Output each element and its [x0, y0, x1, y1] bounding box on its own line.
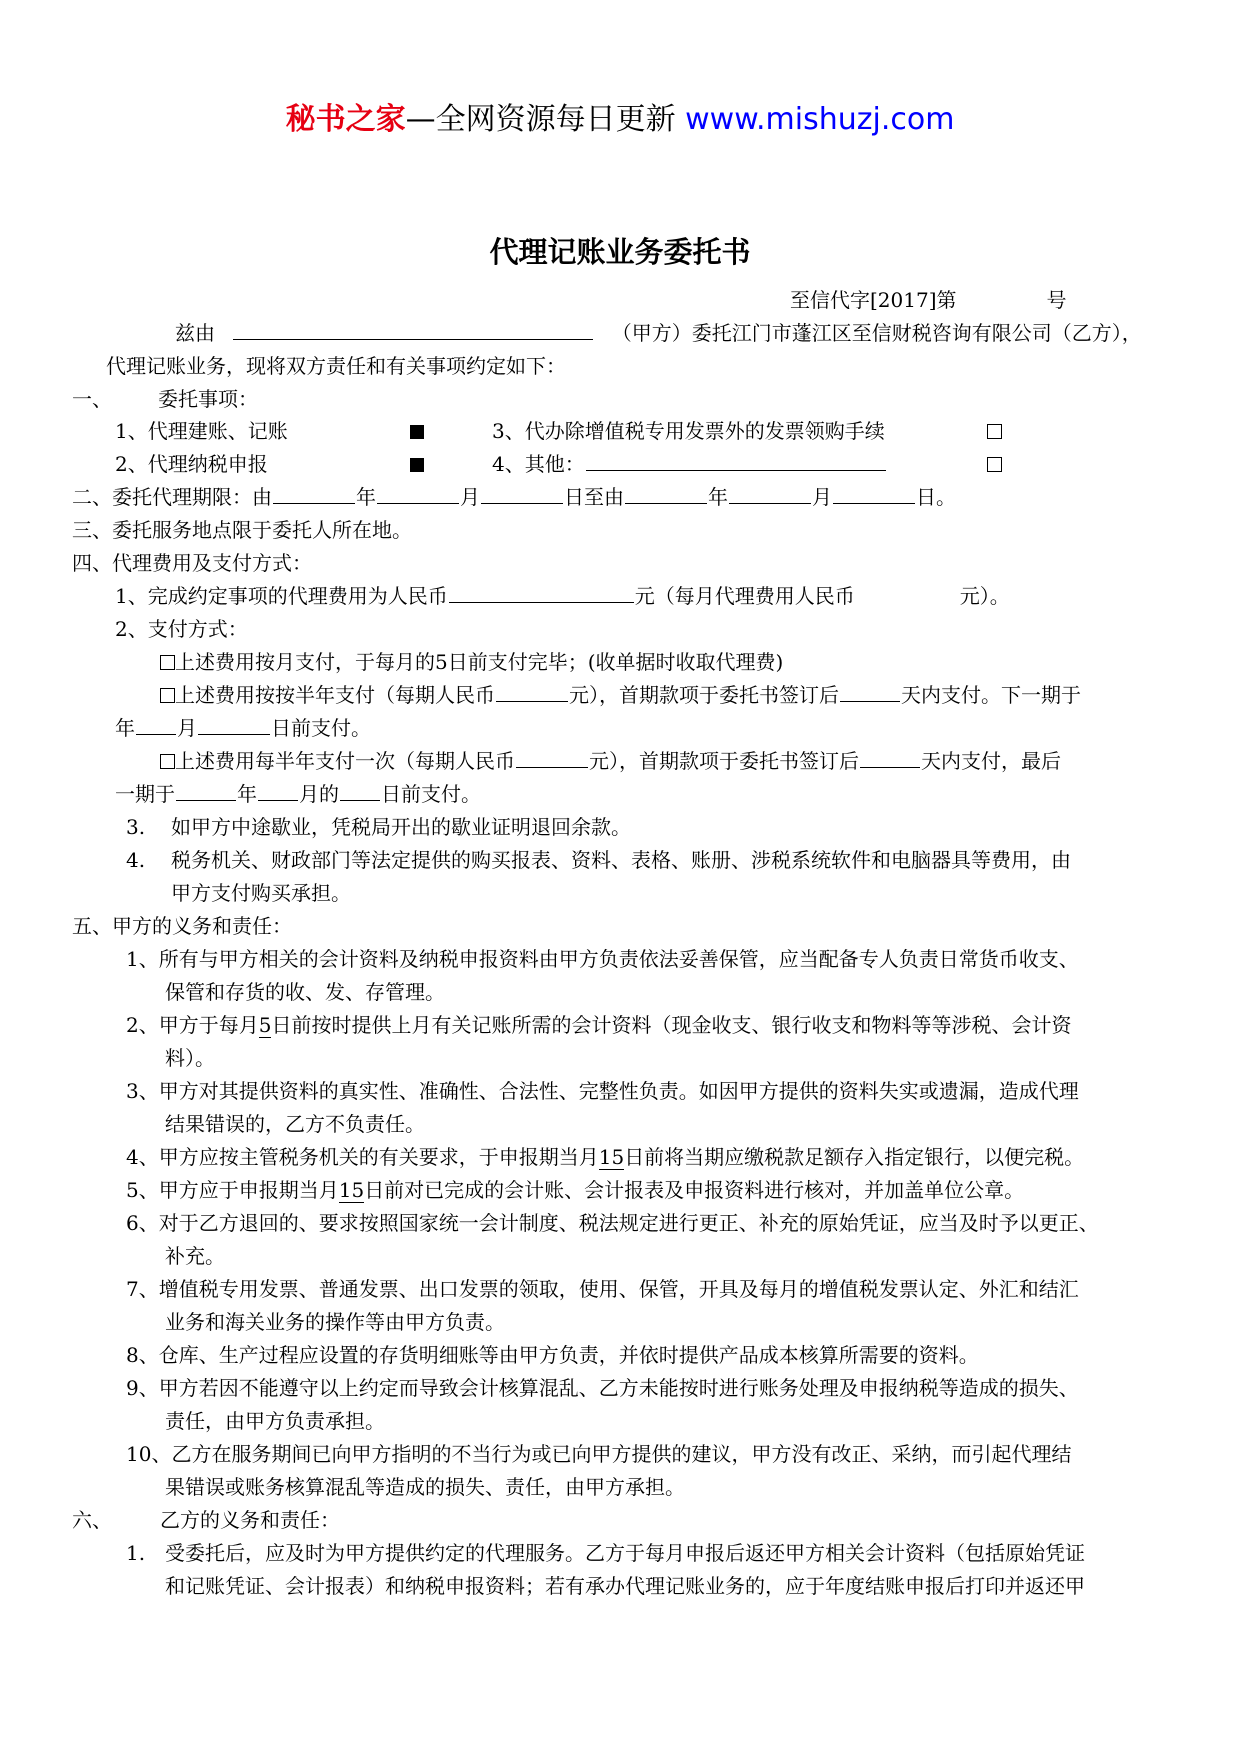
pay-option-2 — [160, 681, 1081, 709]
party-a-name-field[interactable] — [233, 319, 593, 340]
sec6-number: 六、 — [72, 1508, 112, 1532]
sec4-item-4-line-2: 甲方支付购买承担。 — [171, 881, 351, 905]
sec5-item-2-line-2: 料）。 — [165, 1046, 215, 1070]
sec5-item-7-line-1: 7、增值税专用发票、普通发票、出口发票的领取，使用、保管，开具及每月的增值税发票认定、外汇和结汇 — [126, 1277, 1079, 1301]
sec5-item-5 — [126, 1176, 1024, 1204]
pay-option-2-line-2 — [115, 714, 371, 742]
sec1-item-3-checkbox[interactable] — [987, 417, 1002, 445]
sec1-item-4-label: 4、其他： — [492, 452, 585, 476]
sec5-item-4-text-a: 4、甲方应按主管税务机关的有关要求，于申报期当月 — [126, 1145, 599, 1169]
intro-line-2: 代理记账业务，现将双方责任和有关事项约定如下： — [106, 354, 566, 378]
pay-option-3-month: 月的 — [299, 782, 339, 806]
fee-text-c: 元）。 — [959, 584, 1010, 608]
semi-annual-amount-field[interactable] — [516, 747, 588, 768]
sec6-item-1-line-1: 受委托后，应及时为甲方提供约定的代理服务。乙方于每月申报后返还甲方相关会计资料（包括原始凭证 — [165, 1541, 1085, 1565]
fee-text-a: 1、完成约定事项的代理费用为人民币 — [115, 584, 448, 608]
end-day-field[interactable] — [833, 483, 915, 504]
sec5-item-2-text-a: 2、甲方于每月 — [126, 1013, 259, 1037]
sec5-item-7-line-2: 业务和海关业务的操作等由甲方负责。 — [165, 1310, 505, 1334]
empty-checkbox-icon[interactable] — [160, 655, 175, 670]
sec1-title: 委托事项： — [158, 387, 258, 411]
intro-start: 兹由 — [175, 321, 215, 345]
pay-option-2-text-b: 元），首期款项于委托书签订后 — [569, 683, 839, 707]
end-year-field[interactable] — [625, 483, 707, 504]
sec1-item-2: 2、代理纳税申报 — [115, 452, 268, 476]
sec5-item-1-line-1: 1、所有与甲方相关的会计资料及纳税申报资料由甲方负责依法妥善保管，应当配备专人负责日常货币收支、 — [126, 947, 1079, 971]
intro-line-1 — [175, 319, 1142, 347]
sec1-item-2-checkbox[interactable] — [410, 450, 424, 478]
empty-checkbox-icon — [987, 457, 1002, 472]
sec5-item-8: 8、仓库、生产过程应设置的存货明细账等由甲方负责，并依时提供产品成本核算所需要的资料。 — [126, 1343, 979, 1367]
sec1-item-3: 3、代办除增值税专用发票外的发票领购手续 — [492, 419, 885, 443]
sec5-item-10-line-2: 果错误或账务核算混乱等造成的损失、责任，由甲方承担。 — [165, 1475, 685, 1499]
sec6-title: 乙方的义务和责任： — [160, 1508, 340, 1532]
site-banner — [0, 100, 1240, 140]
empty-checkbox-icon — [987, 424, 1002, 439]
sec6-item-1-number: 1. — [126, 1541, 146, 1565]
sec2-end-month-label: 月 — [812, 485, 832, 509]
sec4-pay-title: 2、支付方式： — [115, 617, 248, 641]
sec2-end-year-label: 年 — [708, 485, 728, 509]
pay-option-2-year: 年 — [115, 716, 135, 740]
pay-option-3-text-b: 元），首期款项于委托书签订后 — [589, 749, 859, 773]
banner-brand: 秘书之家 — [285, 102, 406, 137]
sec5-item-5-text-b: 日前对已完成的会计账、会计报表及申报资料进行核对，并加盖单位公章。 — [364, 1178, 1025, 1202]
sec5-item-4-day: 15 — [598, 1145, 625, 1169]
ref-prefix: 至信代字[2017]第 — [790, 288, 957, 312]
sec1-item-1: 1、代理建账、记账 — [115, 419, 288, 443]
checked-square-icon — [410, 458, 424, 472]
sec5-item-2-text-b: 日前按时提供上月有关记账所需的会计资料（现金收支、银行收支和物料等等涉税、会计资 — [271, 1013, 1072, 1037]
sec5-item-5-day: 15 — [338, 1178, 365, 1202]
first-payment-days-field-2[interactable] — [860, 747, 920, 768]
total-fee-field[interactable] — [449, 582, 634, 603]
document-title: 代理记账业务委托书 — [489, 235, 751, 269]
fee-text-b: 元（每月代理费用人民币 — [634, 584, 855, 608]
sec4-item-4-line-1: 税务机关、财政部门等法定提供的购买报表、资料、表格、账册、涉税系统软件和电脑器具等费用，由 — [171, 848, 1071, 872]
sec4-fee — [115, 582, 1010, 610]
pay-option-2-text-c: 天内支付。下一期于 — [901, 683, 1081, 707]
banner-url-link[interactable]: www.mishuzj.com — [685, 102, 955, 137]
sec5-item-5-text-a: 5、甲方应于申报期当月 — [126, 1178, 339, 1202]
empty-checkbox-icon[interactable] — [160, 688, 175, 703]
sec1-item-1-checkbox[interactable] — [410, 417, 424, 445]
sec5-item-4-text-b: 日前将当期应缴税款足额存入指定银行，以便完税。 — [624, 1145, 1085, 1169]
start-month-field[interactable] — [377, 483, 459, 504]
pay-option-3-day: 日前支付。 — [381, 782, 481, 806]
sec5-item-4 — [126, 1143, 1084, 1171]
sec5-item-2-day: 5 — [258, 1013, 272, 1037]
banner-tagline: —全网资源每日更新 — [405, 102, 686, 137]
sec5-item-10-line-1: 10、乙方在服务期间已向甲方指明的不当行为或已向甲方提供的建议，甲方没有改正、采纳，而引起代理结 — [126, 1442, 1072, 1466]
pay-option-3-line-2 — [115, 780, 481, 808]
start-year-field[interactable] — [273, 483, 355, 504]
other-item-field[interactable] — [586, 450, 886, 471]
pay-option-1-text: 上述费用按月支付，于每月的5日前支付完毕；(收单据时收取代理费) — [175, 650, 784, 674]
first-payment-days-field[interactable] — [840, 681, 900, 702]
last-payment-month-field[interactable] — [258, 780, 298, 801]
last-payment-day-field[interactable] — [340, 780, 380, 801]
sec6-item-1-line-2: 和记账凭证、会计报表）和纳税申报资料；若有承办代理记账业务的，应于年度结账申报后打印并返还甲 — [165, 1574, 1085, 1598]
sec4-item-3: 如甲方中途歇业，凭税局开出的歇业证明退回余款。 — [171, 815, 631, 839]
sec4-item-3-number: 3. — [126, 815, 146, 839]
sec5-item-6-line-1: 6、对于乙方退回的、要求按照国家统一会计制度、税法规定进行更正、补充的原始凭证，应当及时予以更正、 — [126, 1211, 1099, 1235]
sec5-item-2-line-1 — [126, 1011, 1071, 1039]
sec3: 三、委托服务地点限于委托人所在地。 — [72, 518, 412, 542]
pay-option-2-text-a: 上述费用按按半年支付（每期人民币 — [175, 683, 495, 707]
sec5-item-3-line-1: 3、甲方对其提供资料的真实性、准确性、合法性、完整性负责。如因甲方提供的资料失实或遗漏，造成代理 — [126, 1079, 1079, 1103]
sec4-title: 四、代理费用及支付方式： — [72, 551, 312, 575]
sec4-item-4-number: 4. — [126, 848, 146, 872]
checked-square-icon — [410, 425, 424, 439]
end-month-field[interactable] — [729, 483, 811, 504]
sec1-item-4 — [492, 450, 887, 478]
pay-option-3-last-period: 一期于 — [115, 782, 175, 806]
sec5-item-9-line-2: 责任，由甲方负责承担。 — [165, 1409, 385, 1433]
pay-option-3-text-c: 天内支付，最后 — [921, 749, 1061, 773]
pay-option-1 — [160, 648, 783, 676]
pay-option-3 — [160, 747, 1061, 775]
sec5-title: 五、甲方的义务和责任： — [72, 914, 292, 938]
sec5-item-3-line-2: 结果错误的，乙方不负责任。 — [165, 1112, 425, 1136]
intro-middle: （甲方）委托江门市蓬江区至信财税咨询有限公司（乙方）， — [611, 321, 1142, 345]
sec5-item-1-line-2: 保管和存货的收、发、存管理。 — [165, 980, 445, 1004]
pay-option-2-day: 日前支付。 — [271, 716, 371, 740]
last-payment-year-field[interactable] — [176, 780, 236, 801]
sec1-item-4-checkbox[interactable] — [987, 450, 1002, 478]
sec2-end-day-label: 日。 — [916, 485, 956, 509]
pay-option-2-month: 月 — [177, 716, 197, 740]
sec2-month-label: 月 — [460, 485, 480, 509]
sec5-item-9-line-1: 9、甲方若因不能遵守以上约定而导致会计核算混乱、乙方未能按时进行账务处理及申报纳税等造成的损失、 — [126, 1376, 1079, 1400]
sec2-period — [72, 483, 956, 511]
pay-option-3-year: 年 — [237, 782, 257, 806]
half-year-amount-field[interactable] — [496, 681, 568, 702]
ref-suffix: 号 — [1046, 288, 1067, 312]
next-payment-month-field[interactable] — [136, 714, 176, 735]
next-payment-day-field[interactable] — [198, 714, 270, 735]
sec2-year-label: 年 — [356, 485, 376, 509]
empty-checkbox-icon[interactable] — [160, 754, 175, 769]
reference-number — [790, 286, 1067, 314]
sec2-prefix: 二、委托代理期限：由 — [72, 485, 272, 509]
sec5-item-6-line-2: 补充。 — [165, 1244, 225, 1268]
sec2-day-to-label: 日至由 — [564, 485, 624, 509]
sec1-number: 一、 — [72, 387, 112, 411]
start-day-field[interactable] — [481, 483, 563, 504]
pay-option-3-text-a: 上述费用每半年支付一次（每期人民币 — [175, 749, 515, 773]
